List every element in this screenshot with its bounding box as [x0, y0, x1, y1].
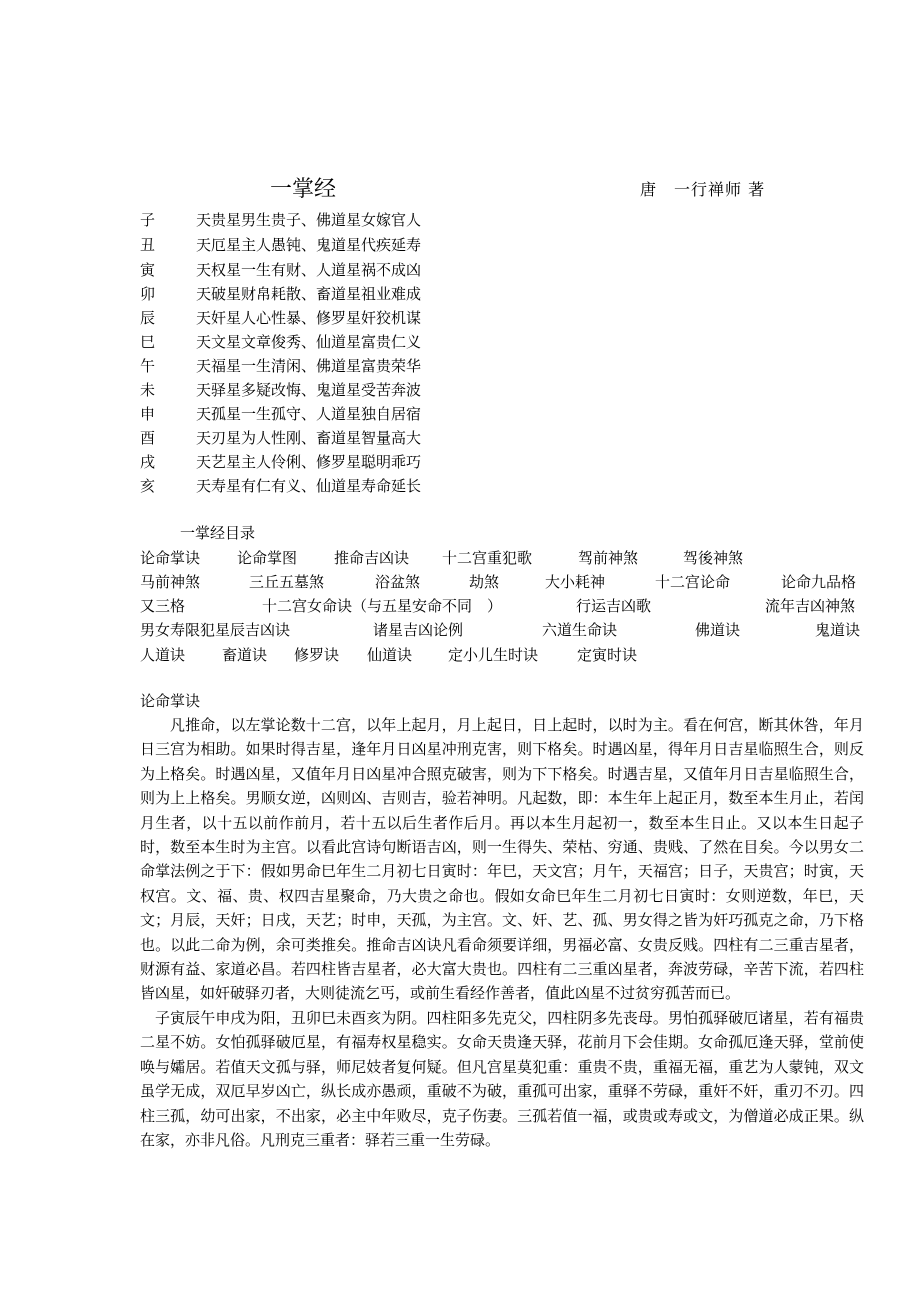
toc-row [140, 618, 864, 642]
toc-entry: 论命掌图 [237, 549, 298, 567]
toc-entry: 劫煞 [469, 573, 500, 591]
branch-line: 巳 天文星文章俊秀、仙道星富贵仁义 [140, 333, 422, 351]
toc-entry: 大小耗神 [545, 573, 606, 591]
toc-row [140, 643, 864, 667]
body-text [140, 713, 864, 1152]
toc-entry: 又三格 [140, 597, 186, 615]
toc-entry: 鬼道诀 [815, 621, 861, 639]
toc-entry: 人道诀 [140, 646, 186, 664]
toc-entry: 定小儿生时诀 [448, 646, 539, 664]
toc-entry: 佛道诀 [695, 621, 741, 639]
toc-entry: 六道生命诀 [542, 621, 618, 639]
toc-entry: 三丘五墓煞 [249, 573, 325, 591]
toc-entry: 推命吉凶诀 [334, 549, 410, 567]
paragraph: 凡推命，以左掌论数十二宫，以年上起月，月上起日，日上起时，以时为主。看在何宫，断其休咎，年月日三宫为相助。如果时得吉星，逢年月日凶星冲刑克害，则下格矣。时遇凶星，得年月日吉星临照生合，则反为上格矣。时遇凶星，又值年月日凶星冲合照克破害，则为下下格矣。时遇吉星，又值年月日吉星临照生合，则为上上格矣。男顺女逆，凶则凶、吉则吉，验若神明。凡起数，即：本生年上起正月，数至本生月止，若闰月生者，以十五以前作前月，若十五以后生者作后月。再以本生月起初一，数至本生日止。又以本生日起子时，数至本生时为主宫。以看此宫诗句断语吉凶，则一生得失、荣枯、穷通、贵贱、了然在目矣。今以男女二命掌法例之于下：假如男命巳年生二月初七日寅时：年巳，天文宫；月午，天福宫；日子，天贵宫；时寅，天权宫。文、福、贵、权四吉星聚命，乃大贵之命也。假如女命巳年生二月初七日寅时：女则逆数，年巳，天文；月辰，天奸；日戌，天艺；时申，天孤，为主宫。文、奸、艺、孤、男女得之皆为奸巧孤克之命，乃下格也。以此二命为例，余可类推矣。推命吉凶诀凡看命须要详细，男福必富、女贵反贱。四柱有二三重吉星者，财源有益、家道必昌。若四柱皆吉星者，必大富大贵也。四柱有二三重凶星者，奔波劳碌，辛苦下流，若四柱皆凶星，如奸破驿刃者，大则徒流乞丐，或前生看经作善者，值此凶星不过贫穷孤苦而已。 [140, 716, 864, 1003]
branch-line: 戌 天艺星主人伶俐、修罗星聪明乖巧 [140, 453, 422, 471]
toc-entry: 行运吉凶歌 [576, 597, 652, 615]
toc-entry: 诸星吉凶论例 [373, 621, 464, 639]
toc-entry: 论命掌诀 [140, 549, 201, 567]
branch-line: 辰 天奸星人心性暴、修罗星奸狡机谋 [140, 309, 422, 327]
toc-entry: 浴盆煞 [375, 573, 421, 591]
toc-entry: 马前神煞 [140, 573, 201, 591]
toc-entry: 畜道诀 [222, 646, 268, 664]
branch-line: 酉 天刃星为人性刚、畜道星智量高大 [140, 429, 422, 447]
toc-entry: 十二宫重犯歌 [442, 549, 533, 567]
toc-title: 一掌经目录 [180, 524, 256, 542]
branch-line: 亥 天寿星有仁有义、仙道星寿命延长 [140, 477, 422, 495]
toc-entry: 十二宫女命诀（与五星安命不同 ） [262, 597, 503, 615]
section-heading: 论命掌诀 [140, 692, 201, 710]
branch-line: 子 天贵星男生贵子、佛道星女嫁官人 [140, 211, 422, 229]
branch-line: 丑 天厄星主人愚钝、鬼道星代疾延寿 [140, 236, 422, 254]
branch-line: 卯 天破星财帛耗散、畜道星祖业难成 [140, 285, 422, 303]
toc-entry: 男女寿限犯星辰吉凶诀 [140, 621, 291, 639]
toc-entry: 驾後神煞 [683, 549, 744, 567]
toc-entry: 仙道诀 [367, 646, 413, 664]
branch-line: 午 天福星一生清闲、佛道星富贵荣华 [140, 357, 422, 375]
toc-entry: 论命九品格 [781, 573, 857, 591]
toc-entry: 修罗诀 [294, 646, 340, 664]
toc-entry: 流年吉凶神煞 [765, 597, 856, 615]
toc-row [140, 546, 864, 570]
author-line: 唐 一行禅师 著 [640, 180, 766, 199]
paragraph: 子寅辰午申戌为阳，丑卯巳未酉亥为阴。四柱阳多先克父，四柱阴多先丧母。男怕孤驿破厄诸星，若有福贵二星不妨。女怕孤驿破厄星，有福寿权星稳实。女命天贵逢天驿，花前月下会佳期。女命孤厄逢天驿，堂前使唤与孀居。若值天文孤与驿，师尼妓者复何疑。但凡宫星莫犯重：重贵不贵，重福无福，重艺为人蒙钝，双文虽学无成，双厄早岁凶亡，纵长成亦愚顽，重破不为破，重孤可出家，重驿不劳碌，重奸不奸，重刃不刃。四柱三孤，幼可出家，不出家，必主中年败尽，克子伤妻。三孤若值一福，或贵或寿或文，为僧道必成正果。纵在家，亦非凡俗。凡刑克三重者：驿若三重一生劳碌。 [140, 1008, 864, 1149]
toc-entry: 定寅时诀 [577, 646, 638, 664]
toc-row [140, 570, 864, 594]
toc-row [140, 594, 864, 618]
branch-line: 未 天驿星多疑改悔、鬼道星受苦奔波 [140, 381, 422, 399]
page-title: 一掌经 [270, 177, 337, 202]
toc-entry: 十二宫论命 [655, 573, 731, 591]
branch-line: 寅 天权星一生有财、人道星祸不成凶 [140, 261, 422, 279]
toc-entry: 驾前神煞 [578, 549, 639, 567]
branch-line: 申 天孤星一生孤守、人道星独自居宿 [140, 405, 422, 423]
